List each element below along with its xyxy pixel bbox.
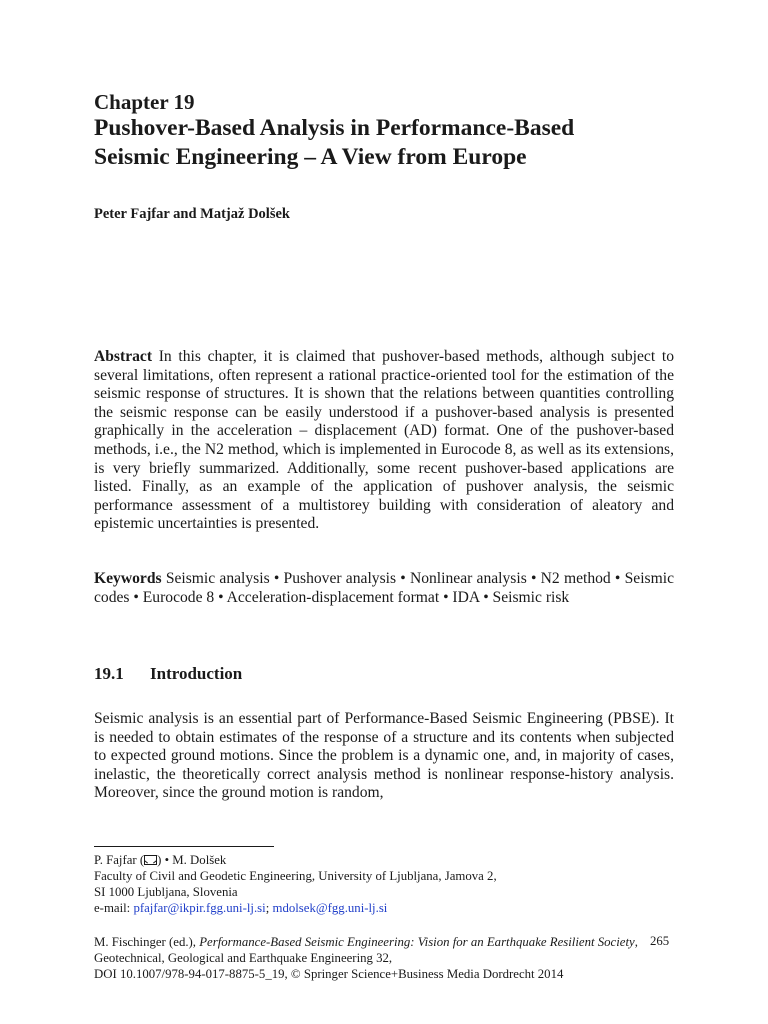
abstract [94, 348, 674, 534]
citation-prefix: M. Fischinger (ed.), [94, 935, 197, 949]
authors: Peter Fajfar and Matjaž Dolšek [94, 206, 290, 222]
section-number: 19.1 [94, 664, 124, 683]
citation-main [94, 934, 674, 966]
footnote-authors: P. Fajfar ( ) • M. Dolšek [94, 853, 227, 867]
email-link-fajfar[interactable]: pfajfar@ikpir.fgg.uni-lj.si [133, 901, 266, 915]
intro-paragraph: Seismic analysis is an essential part of Performance-Based Seismic Engineering (PBSE). It is needed to obtain estimates of the response of a structure and its contents when subjected to expected ground motions. Since the problem is a dynamic one, and, in majority of cases, inelastic, the theoretically correct analysis method is nonlinear response-history analysis. Moreover, since the ground motion is random, [94, 710, 674, 802]
footnote-author-1: P. Fajfar [94, 853, 137, 867]
citation [94, 934, 674, 982]
citation-doi: DOI 10.1007/978-94-017-8875-5_19, © Springer Science+Business Media Dordrecht 2014 [94, 967, 564, 981]
keywords-heading: Keywords [94, 570, 162, 587]
abstract-text: In this chapter, it is claimed that pushover-based methods, although subject to several limitations, often represent a rational practice-oriented tool for the estimation of the seismic response of structures. It is shown that the relations between quantities controlling the seismic response can be easily understood if a pushover-based analysis is presented graphically in the acceleration – displacement (AD) format. One of the pushover-based methods, i.e., the N2 method, which is implemented in Eurocode 8, as well as its extensions, is very briefly summarized. Additionally, some recent pushover-based applications are listed. Finally, as an example of the application of pushover analysis, the seismic performance assessment of a multistorey building with consideration of aleatory and epistemic uncertainties is presented. [94, 348, 674, 533]
email-separator: ; [265, 901, 270, 915]
abstract-heading: Abstract [94, 348, 153, 365]
keywords-text: Seismic analysis • Pushover analysis • Nonlinear analysis • N2 method • Seismic codes • Eurocode 8 • Acceleration-displacement format • IDA • Seismic risk [94, 570, 674, 606]
footnote-divider [94, 846, 274, 847]
citation-series: , Geotechnical, Geological and Earthquake Engineering 32, [94, 935, 638, 965]
footnote-city: SI 1000 Ljubljana, Slovenia [94, 885, 238, 899]
footnote-affiliation: Faculty of Civil and Geodetic Engineering, University of Ljubljana, Jamova 2, [94, 869, 497, 883]
email-label: e-mail: [94, 901, 131, 915]
envelope-icon [144, 855, 157, 865]
section-title: Introduction [150, 664, 243, 683]
footnote [94, 852, 674, 916]
footnote-emails [94, 900, 674, 916]
title-line-2: Seismic Engineering – A View from Europe [94, 144, 527, 170]
chapter-label: Chapter 19 [94, 90, 195, 114]
title-line-1: Pushover-Based Analysis in Performance-Based [94, 115, 575, 141]
citation-book-title: Performance-Based Seismic Engineering: Vision for an Earthquake Resilient Society [199, 935, 635, 949]
footnote-author-2: • M. Dolšek [164, 853, 227, 867]
chapter-title [94, 114, 694, 172]
section-heading [94, 664, 242, 684]
page-number: 265 [650, 934, 670, 948]
email-link-dolsek[interactable]: mdolsek@fgg.uni-lj.si [272, 901, 388, 915]
keywords [94, 570, 674, 607]
